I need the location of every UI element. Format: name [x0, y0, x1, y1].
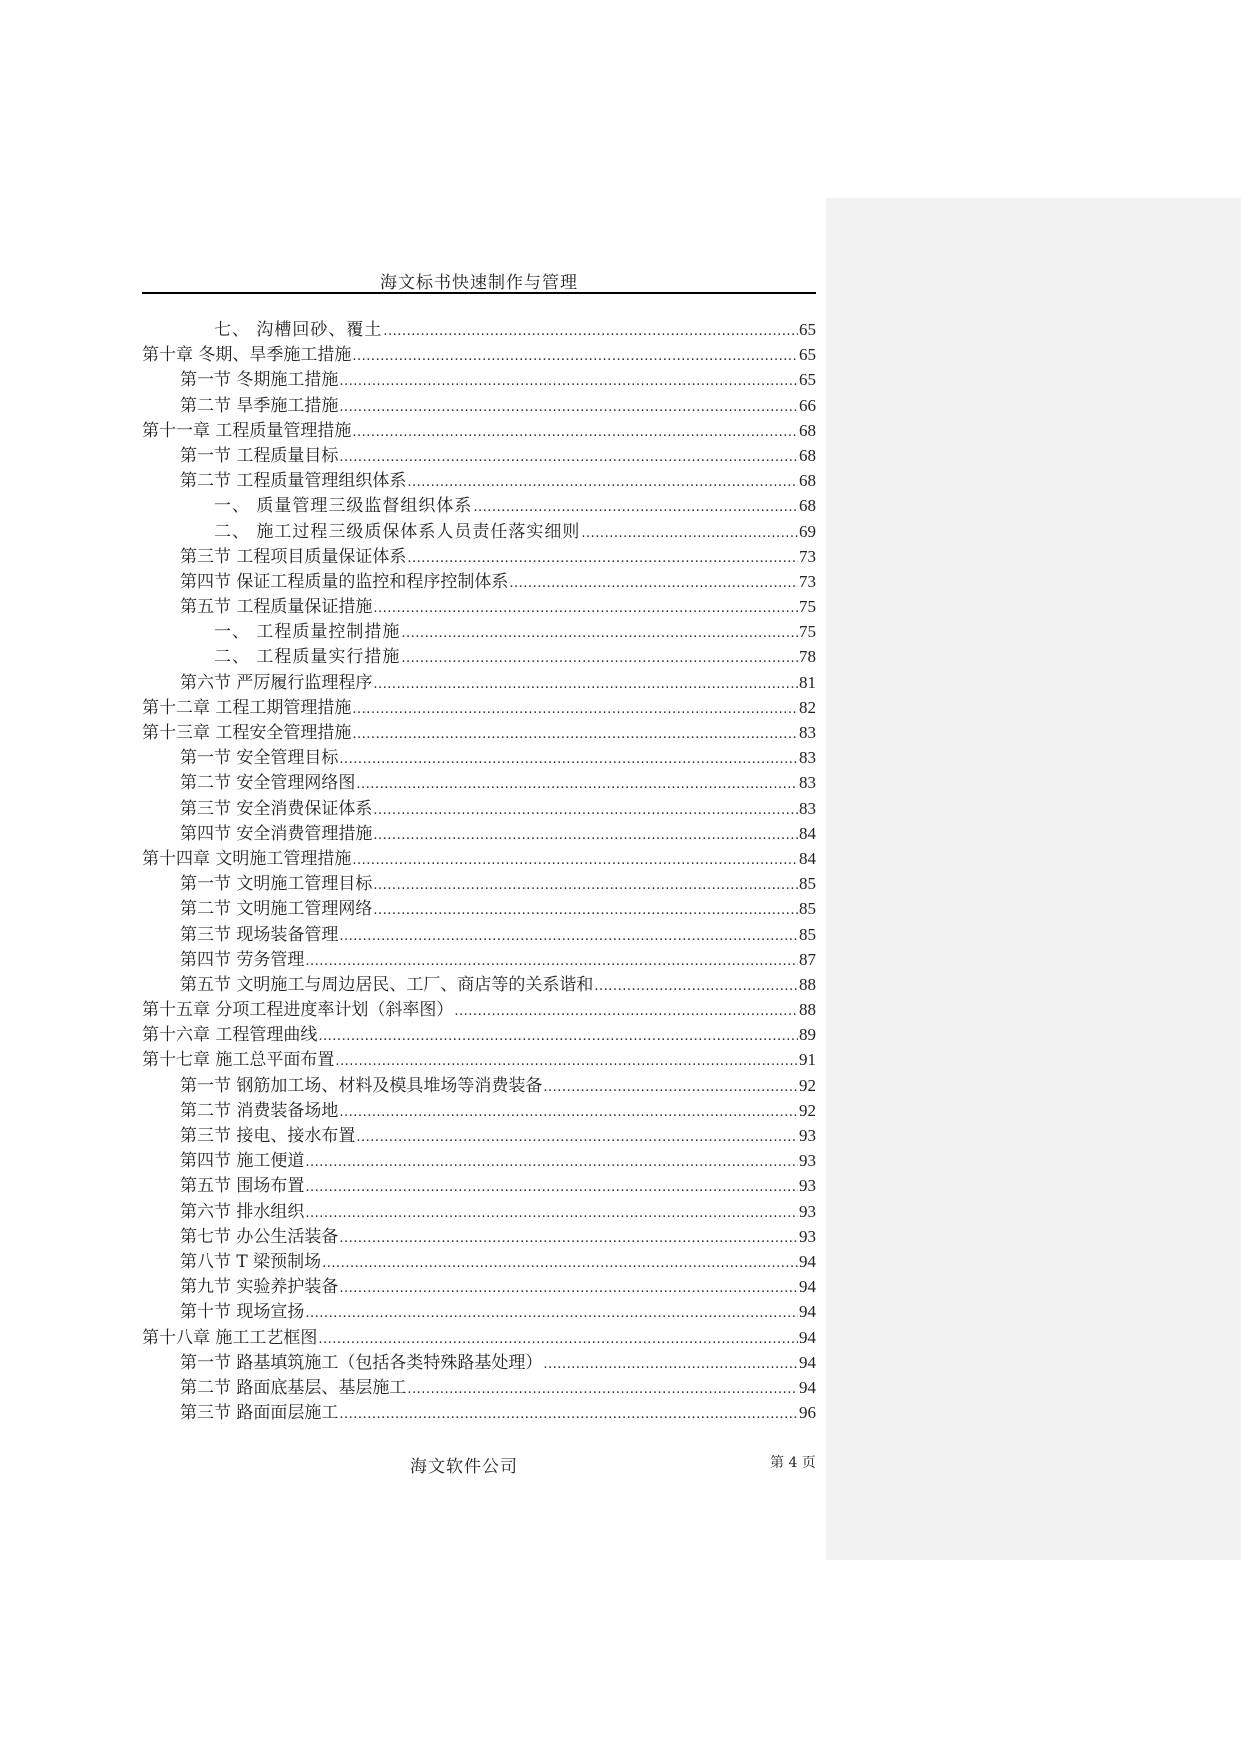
dot-leader: [339, 1105, 798, 1120]
dot-leader: [339, 1231, 798, 1246]
toc-entry[interactable]: [142, 945, 816, 970]
footer-company: 海文软件公司: [410, 1457, 518, 1477]
dot-leader: [373, 828, 798, 843]
dot-leader: [339, 450, 798, 465]
toc-entry[interactable]: [142, 1197, 816, 1222]
toc-entry[interactable]: [142, 668, 816, 693]
toc-entry-page: 65: [799, 345, 816, 365]
toc-entry[interactable]: [142, 970, 816, 995]
toc-entry-page: 68: [799, 471, 816, 491]
toc-entry[interactable]: [142, 517, 816, 542]
toc-entry-title: 第一节 路基填筑施工（包括各类特殊路基处理）: [180, 1352, 543, 1373]
toc-entry-title: 第三节 工程项目质量保证体系: [180, 546, 407, 567]
toc-entry[interactable]: [142, 617, 816, 642]
toc-entry[interactable]: [142, 340, 816, 365]
toc-entry[interactable]: [142, 1020, 816, 1045]
toc-entry[interactable]: [142, 1348, 816, 1373]
toc-entry[interactable]: [142, 693, 816, 718]
dot-leader: [401, 626, 798, 641]
dot-leader: [318, 1332, 798, 1347]
dot-leader: [352, 853, 798, 868]
toc-entry-page: 68: [799, 420, 816, 440]
toc-entry-page: 94: [799, 1277, 816, 1297]
toc-entry[interactable]: [142, 1323, 816, 1348]
toc-entry-page: 85: [799, 924, 816, 944]
dot-leader: [339, 400, 798, 415]
toc-entry[interactable]: [142, 1297, 816, 1322]
toc-entry-page: 84: [799, 823, 816, 843]
toc-entry[interactable]: [142, 642, 816, 667]
toc-entry-title: 第十一章 工程质量管理措施: [142, 420, 352, 441]
toc-entry-page: 92: [799, 1100, 816, 1120]
toc-entry-title: 第十四章 文明施工管理措施: [142, 848, 352, 869]
toc-entry[interactable]: [142, 542, 816, 567]
toc-entry-title: 第十六章 工程管理曲线: [142, 1025, 318, 1046]
toc-entry-title: 第二节 路面底基层、基层施工: [180, 1377, 407, 1398]
toc-entry-title: 第十节 现场宣扬: [180, 1302, 305, 1323]
toc-entry[interactable]: [142, 1398, 816, 1423]
toc-entry[interactable]: [142, 567, 816, 592]
dot-leader: [339, 929, 798, 944]
toc-entry-page: 82: [799, 697, 816, 717]
toc-entry[interactable]: [142, 1045, 816, 1070]
toc-entry-title: 第五节 围场布置: [180, 1176, 305, 1197]
toc-entry-title: 二、 工程质量实行措施: [214, 647, 401, 668]
toc-entry-page: 96: [799, 1403, 816, 1423]
dot-leader: [373, 878, 798, 893]
toc-entry-page: 68: [799, 445, 816, 465]
toc-entry-title: 第一节 安全管理目标: [180, 748, 339, 769]
toc-entry-page: 94: [799, 1327, 816, 1347]
dot-leader: [339, 374, 798, 389]
dot-leader: [373, 903, 798, 918]
toc-entry[interactable]: [142, 743, 816, 768]
dot-leader: [339, 1407, 798, 1422]
toc-entry-title: 第六节 排水组织: [180, 1201, 305, 1222]
dot-leader: [305, 954, 798, 969]
toc-entry-title: 第二节 消费装备场地: [180, 1100, 339, 1121]
toc-entry[interactable]: [142, 819, 816, 844]
dot-leader: [407, 1382, 798, 1397]
dot-leader: [352, 702, 798, 717]
toc-entry-title: 第三节 安全消费保证体系: [180, 798, 373, 819]
dot-leader: [373, 601, 798, 616]
toc-entry[interactable]: [142, 1373, 816, 1398]
toc-entry-page: 94: [799, 1377, 816, 1397]
toc-entry-page: 87: [799, 949, 816, 969]
dot-leader: [352, 727, 798, 742]
dot-leader: [352, 349, 798, 364]
dot-leader: [543, 1357, 798, 1372]
toc-entry-title: 第十七章 施工总平面布置: [142, 1050, 335, 1071]
toc-entry[interactable]: [142, 844, 816, 869]
dot-leader: [594, 979, 798, 994]
toc-entry-page: 75: [799, 622, 816, 642]
toc-entry[interactable]: [142, 1222, 816, 1247]
toc-entry[interactable]: [142, 592, 816, 617]
toc-entry-title: 第二节 旱季施工措施: [180, 395, 339, 416]
toc-entry[interactable]: [142, 718, 816, 743]
toc-entry-title: 第四节 保证工程质量的监控和程序控制体系: [180, 571, 509, 592]
toc-entry-page: 73: [799, 546, 816, 566]
toc-entry-title: 第一节 文明施工管理目标: [180, 874, 373, 895]
toc-entry[interactable]: [142, 365, 816, 390]
toc-entry-title: 第二节 文明施工管理网络: [180, 899, 373, 920]
dot-leader: [335, 1054, 798, 1069]
toc-entry-title: 第三节 接电、接水布置: [180, 1126, 356, 1146]
toc-entry[interactable]: [142, 794, 816, 819]
toc-entry-title: 第七节 办公生活装备: [180, 1226, 339, 1247]
toc-entry-page: 81: [799, 672, 816, 692]
toc-entry[interactable]: [142, 416, 816, 441]
toc-entry-title: 第九节 实验养护装备: [180, 1277, 339, 1298]
toc-entry[interactable]: [142, 1146, 816, 1171]
dot-leader: [373, 677, 798, 692]
toc-entry[interactable]: [142, 768, 816, 793]
dot-leader: [356, 777, 798, 792]
toc-entry[interactable]: [142, 869, 816, 894]
dot-leader: [322, 1256, 798, 1271]
toc-entry[interactable]: [142, 1096, 816, 1121]
toc-entry-page: 93: [799, 1126, 816, 1145]
toc-entry-title: 第四节 劳务管理: [180, 949, 305, 970]
toc-entry-title: 一、 工程质量控制措施: [214, 622, 401, 643]
toc-entry[interactable]: [142, 1171, 816, 1196]
toc-entry[interactable]: [142, 315, 816, 340]
dot-leader: [305, 1180, 798, 1195]
toc-entry[interactable]: [142, 391, 816, 416]
toc-entry-page: 94: [799, 1251, 816, 1271]
toc-entry[interactable]: [142, 1121, 816, 1146]
dot-leader: [407, 475, 798, 490]
dot-leader: [339, 1281, 798, 1296]
toc-entry-page: 83: [799, 723, 816, 742]
toc-entry-title: 第二节 安全管理网络图: [180, 773, 356, 794]
dot-leader: [352, 425, 798, 440]
toc-entry[interactable]: [142, 894, 816, 919]
toc-entry-title: 第一节 冬期施工措施: [180, 370, 339, 391]
toc-entry[interactable]: [142, 1247, 816, 1272]
toc-entry-page: 94: [799, 1352, 816, 1372]
header-title: 海文标书快速制作与管理: [380, 273, 578, 293]
toc-entry[interactable]: [142, 491, 816, 516]
dot-leader: [305, 1306, 798, 1321]
toc-entry-title: 第十二章 工程工期管理措施: [142, 697, 352, 718]
toc-entry-page: 93: [799, 1151, 816, 1171]
toc-entry-page: 78: [799, 647, 816, 667]
toc-entry-title: 第一节 钢筋加工场、材料及模具堆场等消费装备: [180, 1075, 543, 1096]
toc-entry-page: 73: [799, 571, 816, 591]
toc-entry-page: 91: [799, 1050, 816, 1070]
toc-entry-page: 89: [799, 1025, 816, 1045]
toc-entry-title: 七、 沟槽回砂、覆土: [214, 320, 383, 340]
dot-leader: [454, 1004, 798, 1019]
dot-leader: [543, 1080, 798, 1095]
toc-entry-title: 第十五章 分项工程进度率计划（斜率图）: [142, 1000, 454, 1021]
toc-entry-page: 84: [799, 848, 816, 868]
toc-entry-page: 85: [799, 874, 816, 894]
toc-entry[interactable]: [142, 441, 816, 466]
toc-entry-title: 第十三章 工程安全管理措施: [142, 723, 352, 743]
toc-entry[interactable]: [142, 920, 816, 945]
dot-leader: [473, 500, 798, 515]
dot-leader: [305, 1206, 798, 1221]
toc-entry-page: 93: [799, 1226, 816, 1246]
toc-entry-title: 第二节 工程质量管理组织体系: [180, 471, 407, 492]
toc-entry-page: 65: [799, 320, 816, 339]
dot-leader: [356, 1130, 798, 1145]
comment-pane: [826, 198, 1241, 1560]
toc-entry-page: 88: [799, 1000, 816, 1020]
dot-leader: [383, 324, 798, 339]
toc-entry-page: 65: [799, 370, 816, 390]
toc-entry-page: 66: [799, 395, 816, 415]
toc-entry-page: 83: [799, 798, 816, 818]
toc-entry-title: 第一节 工程质量目标: [180, 445, 339, 466]
toc-entry-title: 一、 质量管理三级监督组织体系: [214, 496, 473, 517]
toc-entry-page: 92: [799, 1075, 816, 1095]
toc-entry-title: 二、 施工过程三级质保体系人员责任落实细则: [214, 521, 581, 542]
toc-entry-page: 93: [799, 1176, 816, 1196]
dot-leader: [581, 526, 798, 541]
dot-leader: [339, 752, 798, 767]
toc-entry-title: 第十章 冬期、旱季施工措施: [142, 345, 352, 366]
toc-entry-title: 第四节 安全消费管理措施: [180, 823, 373, 844]
toc-entry-title: 第十八章 施工工艺框图: [142, 1327, 318, 1348]
toc-entry-page: 68: [799, 496, 816, 516]
toc-entry-page: 69: [799, 521, 816, 541]
dot-leader: [401, 651, 798, 666]
toc-entry-page: 83: [799, 748, 816, 768]
toc-entry[interactable]: [142, 1071, 816, 1096]
footer-page-number: 第 4 页: [770, 1455, 816, 1471]
toc-entry-page: 75: [799, 597, 816, 617]
toc-entry-title: 第八节 T 梁预制场: [180, 1251, 322, 1272]
dot-leader: [373, 803, 798, 818]
toc-entry-page: 94: [799, 1302, 816, 1322]
dot-leader: [509, 576, 798, 591]
toc-entry-title: 第四节 施工便道: [180, 1151, 305, 1172]
page-header: [142, 262, 816, 294]
table-of-contents: [142, 315, 816, 1423]
dot-leader: [305, 1155, 798, 1170]
toc-entry-title: 第五节 工程质量保证措施: [180, 597, 373, 618]
toc-entry[interactable]: [142, 466, 816, 491]
toc-entry-page: 88: [799, 974, 816, 994]
toc-entry-page: 85: [799, 899, 816, 919]
toc-entry-title: 第六节 严厉履行监理程序: [180, 672, 373, 693]
toc-entry-page: 83: [799, 773, 816, 793]
toc-entry-title: 第五节 文明施工与周边居民、工厂、商店等的关系谐和: [180, 974, 594, 995]
dot-leader: [318, 1029, 798, 1044]
dot-leader: [407, 551, 798, 566]
toc-entry-page: 93: [799, 1201, 816, 1221]
toc-entry[interactable]: [142, 995, 816, 1020]
toc-entry-title: 第三节 现场装备管理: [180, 924, 339, 945]
toc-entry-title: 第三节 路面面层施工: [180, 1403, 339, 1424]
toc-entry[interactable]: [142, 1272, 816, 1297]
